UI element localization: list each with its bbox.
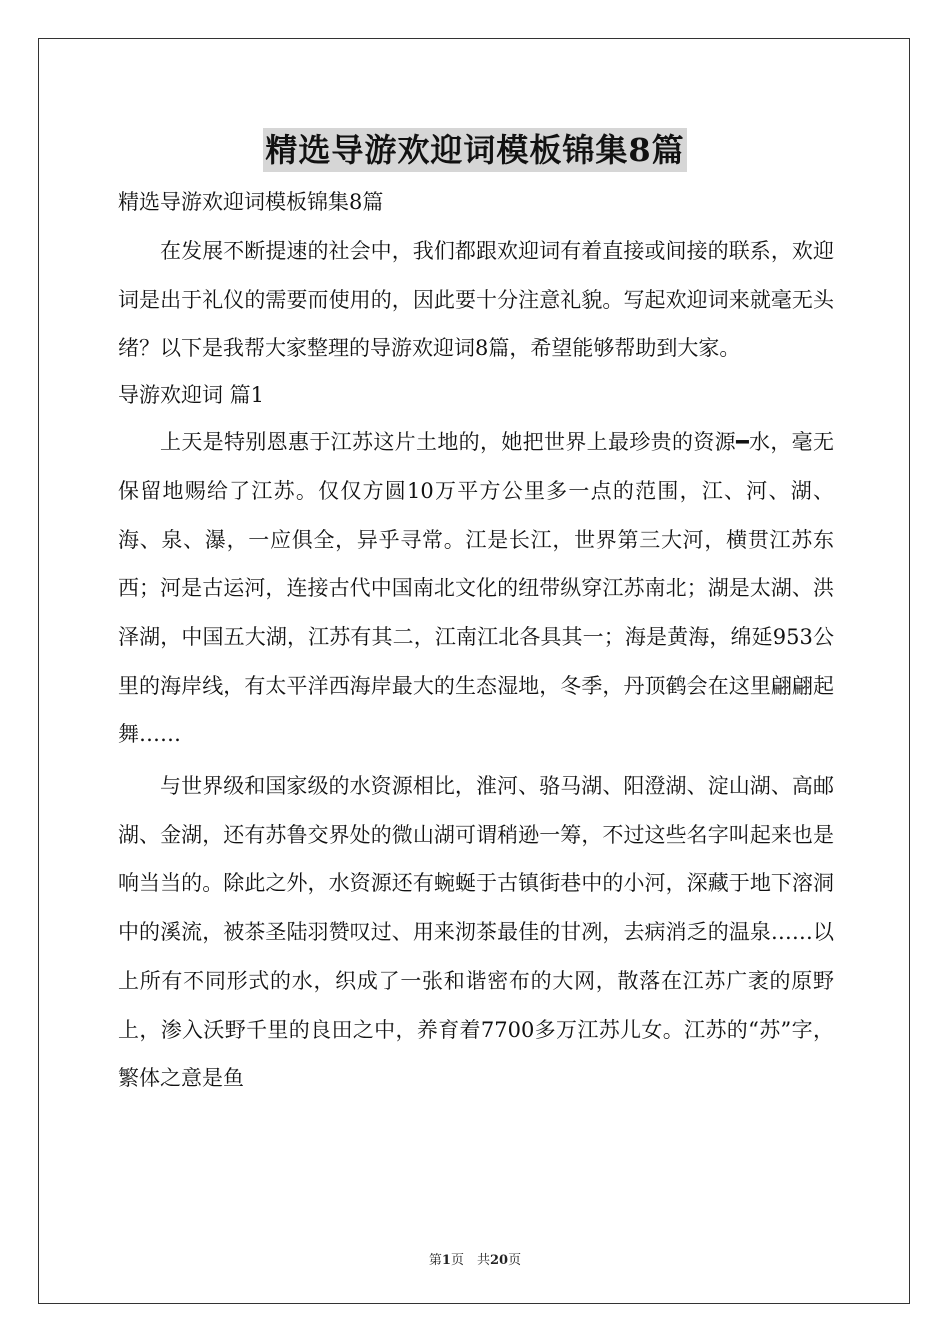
footer-page-total: 20 — [489, 1253, 509, 1268]
footer-page-prefix: 第 — [428, 1253, 442, 1268]
body-paragraph-1: 上天是特别恩惠于江苏这片土地的，她把世界上最珍贵的资源━水，毫无保留地赐给了江苏。仅仅方圆10万平方公里多一点的范围，江、河、湖、海、泉、瀑，一应俱全，异乎寻常。江是长江，世界第三大河，横贯江苏东西；河是古运河，连接古代中国南北文化的纽带纵穿江苏南北；湖是太湖、洪泽湖，中国五大湖，江苏有其二，江南江北各具其一；海是黄海，绵延953公里的海岸线，有太平洋西海岸最大的生态湿地，冬季，丹顶鹤会在这里翩翩起舞…… — [118, 430, 834, 747]
body-paragraph-2: 与世界级和国家级的水资源相比，淮河、骆马湖、阳澄湖、淀山湖、高邮湖、金湖，还有苏鲁交界处的微山湖可谓稍逊一筹，不过这些名字叫起来也是响当当的。除此之外，水资源还有蜿蜒于古镇街巷中的小河，深藏于地下溶洞中的溪流，被茶圣陆羽赞叹过、用来沏茶最佳的甘冽，去病消乏的温泉……以上所有不同形式的水，织成了一张和谐密布的大网，散落在江苏广袤的原野上，渗入沃野千里的良田之中，养育着7700多万江苏儿女。江苏的“苏”字，繁体之意是鱼 — [118, 774, 834, 1091]
intro-paragraph: 在发展不断提速的社会中，我们都跟欢迎词有着直接或间接的联系，欢迎词是出于礼仪的需要而使用的，因此要十分注意礼貌。写起欢迎词来就毫无头绪？以下是我帮大家整理的导游欢迎词8篇，希望能够帮助到大家。 — [118, 239, 834, 361]
footer-page-current: 1 — [441, 1253, 451, 1268]
document-body — [118, 184, 834, 1106]
page-footer — [0, 1249, 950, 1268]
footer-page-mid: 页 共 — [450, 1253, 490, 1268]
title-area — [0, 128, 950, 172]
document-subtitle: 精选导游欢迎词模板锦集8篇 — [118, 190, 384, 214]
document-title: 精选导游欢迎词模板锦集8篇 — [263, 128, 686, 172]
footer-page-suffix: 页 — [508, 1253, 522, 1268]
section-heading: 导游欢迎词 篇1 — [118, 383, 265, 408]
